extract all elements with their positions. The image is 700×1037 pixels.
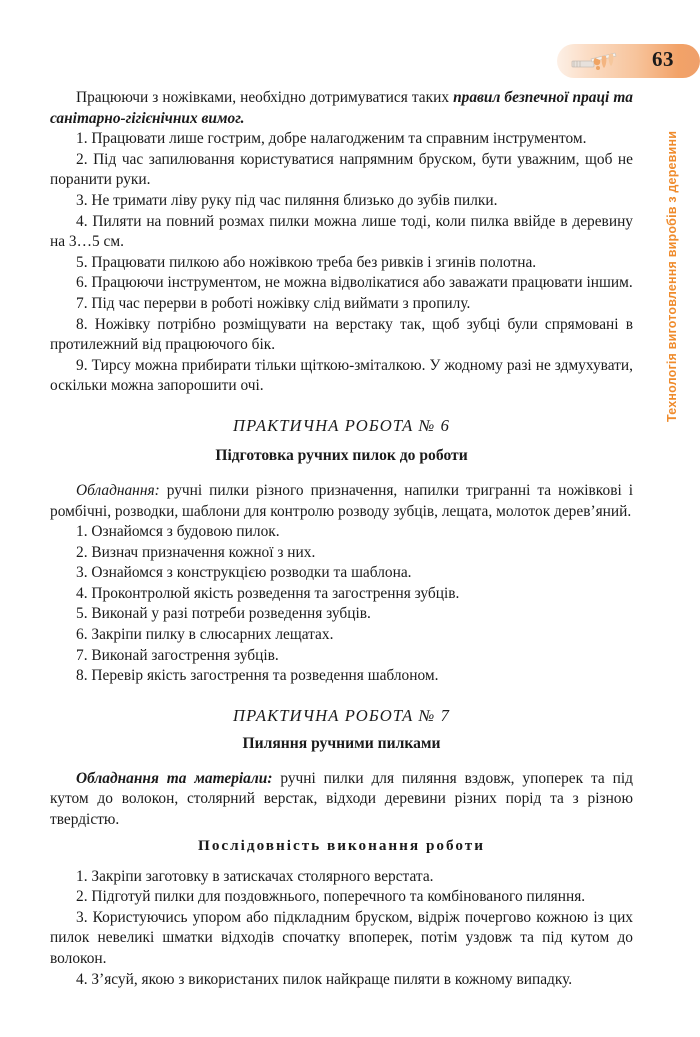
safety-rule-7: 7. Під час перерви в роботі ножівку слід виймати з пропилу. <box>76 294 471 312</box>
page-header <box>557 44 700 78</box>
side-running-title <box>665 92 700 422</box>
safety-rule-5: 5. Працювати пилкою або ножівкою треба без ривків і згинів полотна. <box>76 253 537 271</box>
practical-work-7-title: ПРАКТИЧНА РОБОТА № 7 <box>233 705 450 725</box>
pw6-step-5: 5. Виконай у разі потреби розведення зубців. <box>76 605 371 623</box>
safety-rule-1: 1. Працювати лише гострим, добре налагодженим та справним інструментом. <box>76 130 587 148</box>
equipment-label-7: Обладнання та матеріали: <box>76 769 273 787</box>
pw6-step-6: 6. Закріпи пилку в слюсарних лещатах. <box>76 626 334 644</box>
page-number: 63 <box>652 47 674 71</box>
woodworking-tools-icon <box>571 48 625 74</box>
sequence-heading: Послідовність виконання роботи <box>198 836 485 854</box>
practical-work-6-equipment <box>50 481 633 522</box>
practical-work-6-title: ПРАКТИЧНА РОБОТА № 6 <box>233 415 450 435</box>
intro-paragraph <box>50 88 633 129</box>
safety-rule-4: 4. Пиляти на повний розмах пилки можна лише тоді, коли пилка ввійде в деревину на 3…5 см. <box>50 212 633 251</box>
practical-work-7-equipment <box>50 769 633 831</box>
safety-rule-2: 2. Під час запилювання користуватися напрямним бруском, бути уважним, щоб не поранити руки. <box>50 150 633 189</box>
pw6-step-7: 7. Виконай загострення зубців. <box>76 646 279 664</box>
equipment-text-7: ручні пилки для пиляння вздовж, упоперек та під кутом до волокон, столярний верстак, відходи деревини різних порід та з різною твердістю. <box>50 769 633 829</box>
safety-rule-3: 3. Не тримати ліву руку під час пиляння близько до зубів пилки. <box>76 191 498 209</box>
safety-rule-6: 6. Працюючи інструментом, не можна відволікатися або заважати працювати іншим. <box>76 274 633 292</box>
equipment-text-6: ручні пилки різного призначення, напилки тригранні та ножівкові і ромбічні, розводки, шаблони для контролю розводу зубців, лещата, молоток дерев’яний. <box>50 481 633 520</box>
practical-work-7-steps <box>50 867 633 991</box>
pw6-step-4: 4. Проконтролюй якість розведення та загострення зубців. <box>76 584 460 602</box>
pw7-step-3: 3. Користуючись упором або підкладним бруском, відріж почергово кожною із цих пилок невеликі шматки відходів спочатку впоперек, потім уздовж та під кутом до волокон. <box>50 908 633 967</box>
pw6-step-1: 1. Ознайомся з будовою пилок. <box>76 523 280 541</box>
page-content <box>50 88 633 990</box>
side-running-title-text: Технологія виготовлення виробів з деревини <box>665 130 679 422</box>
pw7-step-2: 2. Підготуй пилки для поздовжнього, поперечного та комбінованого пиляння. <box>76 888 586 906</box>
equipment-label-6: Обладнання: <box>76 481 160 499</box>
safety-rule-8: 8. Ножівку потрібно розміщувати на верстаку так, щоб зубці були спрямовані в протилежний від працюючого бік. <box>50 315 633 354</box>
intro-emphasis: правил безпечної праці та санітарно-гігієнічних вимог. <box>50 89 634 127</box>
pw7-step-1: 1. Закріпи заготовку в затискачах столярного верстата. <box>76 867 434 885</box>
practical-work-7-subtitle: Пиляння ручними пилками <box>242 734 441 752</box>
safety-rules-list <box>50 129 633 397</box>
practical-work-6-steps <box>50 522 633 687</box>
intro-lead: Працюючи з ножівками, необхідно дотримуватися таких <box>76 89 454 106</box>
pw6-step-3: 3. Ознайомся з конструкцією розводки та шаблона. <box>76 564 412 582</box>
pw7-step-4: 4. З’ясуй, якою з використаних пилок найкраще пиляти в кожному випадку. <box>76 970 573 988</box>
pw6-step-8: 8. Перевір якість загострення та розведення шаблоном. <box>76 667 439 685</box>
pw6-step-2: 2. Визнач призначення кожної з них. <box>76 543 316 561</box>
safety-rule-9: 9. Тирсу можна прибирати тільки щіткою-змiталкою. У жодному разі не здмухувати, оскільки можна запорошити очі. <box>50 356 633 395</box>
practical-work-6-subtitle: Підготовка ручних пилок до роботи <box>215 446 468 464</box>
